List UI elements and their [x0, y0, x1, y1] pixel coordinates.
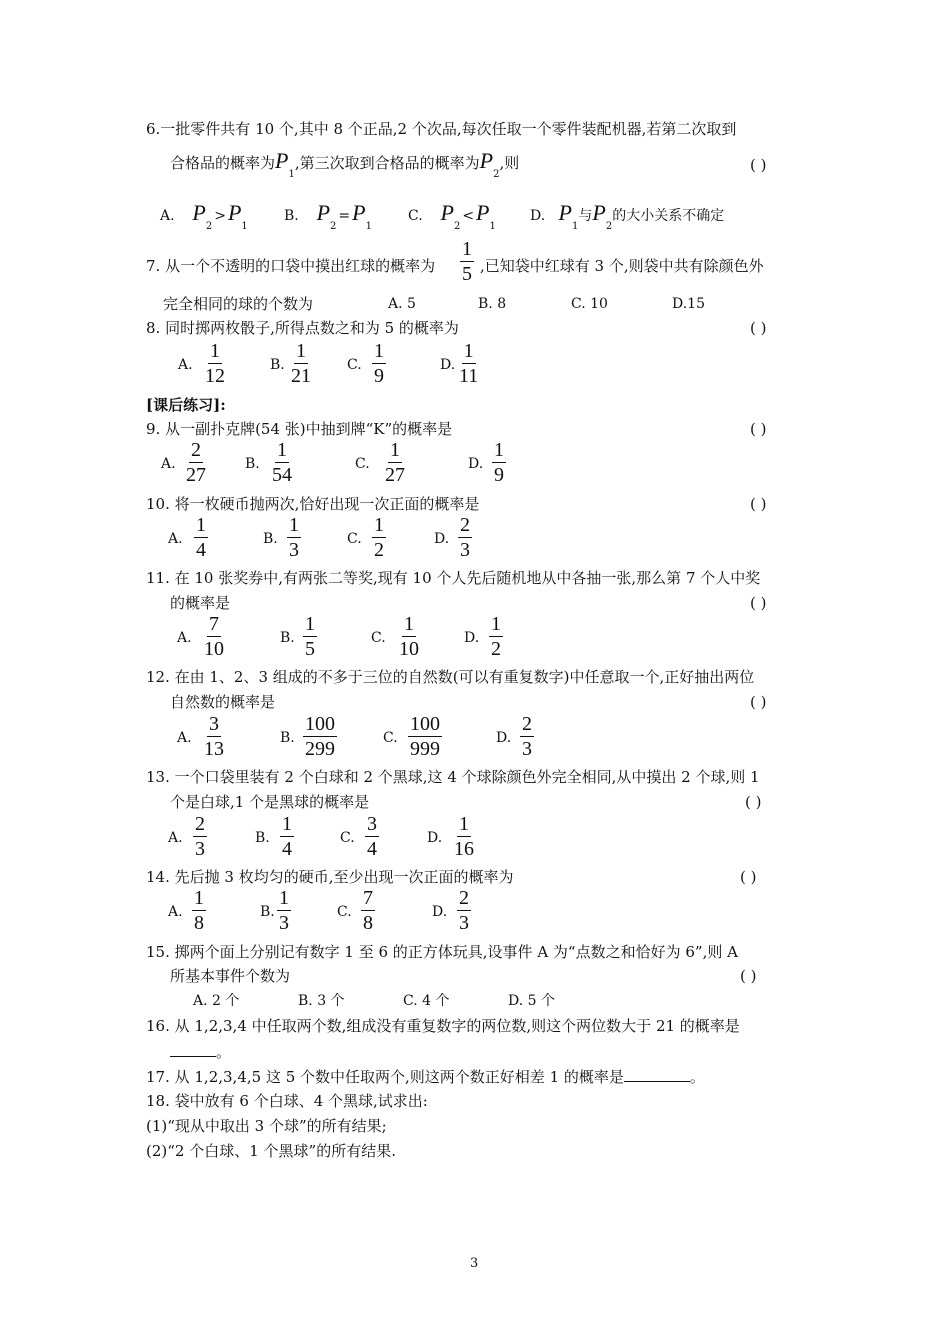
q18-stem: 18. 袋中放有 6 个白球、4 个黑球,试求出:	[146, 1092, 428, 1110]
q11-option-c-label[interactable]: C.	[371, 630, 386, 646]
section-heading: [课后练习]:	[146, 396, 226, 414]
q10-stem: 10. 将一枚硬币抛两次,恰好出现一次正面的概率是	[146, 495, 480, 513]
q10-option-c-label[interactable]: C.	[347, 531, 362, 547]
q9-option-c-fraction[interactable]: $\frac{1}{27}$	[385, 439, 405, 486]
q10-option-d-fraction[interactable]: $\frac{2}{3}$	[460, 514, 470, 561]
q10-option-d-label[interactable]: D.	[434, 531, 450, 547]
q15-option-a[interactable]: A. 2 个	[193, 993, 240, 1009]
q8-option-b-fraction[interactable]: $\frac{1}{21}$	[291, 340, 311, 387]
q6-option-d[interactable]: D. $P_1$与$P_2$的大小关系不确定	[530, 200, 725, 232]
q13-option-d-fraction[interactable]: $\frac{1}{16}$	[454, 813, 474, 860]
q16-stem-line1: 16. 从 1,2,3,4 中任取两个数,组成没有重复数字的两位数,则这个两位数大于 21 的概率是	[146, 1017, 740, 1035]
q9-stem: 9. 从一副扑克牌(54 张)中抽到牌“K”的概率是	[146, 420, 453, 438]
q13-answer-paren[interactable]: ( )	[745, 793, 762, 811]
q9-option-a-label[interactable]: A.	[161, 456, 176, 472]
page-number: 3	[470, 1256, 479, 1271]
q12-option-d-label[interactable]: D.	[496, 730, 512, 746]
q8-option-a-label[interactable]: A.	[178, 357, 193, 373]
q7-option-b[interactable]: B. 8	[478, 296, 507, 312]
q13-option-c-fraction[interactable]: $\frac{3}{4}$	[367, 813, 377, 860]
q11-option-a-label[interactable]: A.	[177, 630, 192, 646]
q6-option-b[interactable]: B. $P_2=P_1$	[284, 200, 372, 232]
q13-stem-line1: 13. 一个口袋里装有 2 个白球和 2 个黑球,这 4 个球除颜色外完全相同,从中摸出 2 个球,则 1	[146, 768, 760, 786]
q16-answer-blank[interactable]	[170, 1042, 216, 1057]
q17-stem: 17. 从 1,2,3,4,5 这 5 个数中任取两个,则这两个数正好相差 1 的概率是 。	[146, 1068, 705, 1086]
q16-stem-line2: 。	[170, 1042, 231, 1061]
q12-option-a-fraction[interactable]: $\frac{3}{13}$	[204, 713, 224, 760]
q7-stem-line2: 完全相同的球的个数为	[163, 295, 314, 313]
q12-stem-line1: 12. 在由 1、2、3 组成的不多于三位的自然数(可以有重复数字)中任意取一个,正好抽出两位	[146, 668, 755, 686]
q8-option-d-label[interactable]: D.	[440, 357, 456, 373]
q6-stem-line1: 6.一批零件共有 10 个,其中 8 个正品,2 个次品,每次任取一个零件装配机器,若第二次取到	[146, 120, 737, 138]
q8-option-b-label[interactable]: B.	[270, 357, 285, 373]
q18-part2: (2)“2 个白球、1 个黑球”的所有结果.	[146, 1142, 396, 1160]
q8-option-a-fraction[interactable]: $\frac{1}{12}$	[205, 340, 225, 387]
q8-stem: 8. 同时掷两枚骰子,所得点数之和为 5 的概率为	[146, 319, 459, 337]
q10-option-b-label[interactable]: B.	[263, 531, 278, 547]
q13-option-a-label[interactable]: A.	[168, 830, 183, 846]
q12-option-b-fraction[interactable]: $\frac{100}{299}$	[305, 713, 335, 760]
q6-option-a[interactable]: A. $P_2>P_1$	[160, 200, 248, 232]
q7-option-a[interactable]: A. 5	[388, 296, 416, 312]
q14-option-a-label[interactable]: A.	[168, 904, 183, 920]
q10-option-b-fraction[interactable]: $\frac{1}{3}$	[289, 514, 299, 561]
q9-option-b-fraction[interactable]: $\frac{1}{54}$	[272, 439, 292, 486]
q13-option-c-label[interactable]: C.	[340, 830, 355, 846]
q11-stem-line1: 11. 在 10 张奖券中,有两张二等奖,现有 10 个人先后随机地从中各抽一张,那么第 7 个人中奖	[146, 569, 761, 587]
q14-option-d-fraction[interactable]: $\frac{2}{3}$	[459, 887, 469, 934]
q11-option-b-label[interactable]: B.	[280, 630, 295, 646]
q11-option-d-fraction[interactable]: $\frac{1}{2}$	[491, 613, 501, 660]
q13-stem-line2: 个是白球,1 个是黑球的概率是	[170, 793, 370, 811]
q15-option-d[interactable]: D. 5 个	[508, 993, 555, 1009]
q11-option-b-fraction[interactable]: $\frac{1}{5}$	[305, 613, 315, 660]
q9-answer-paren[interactable]: ( )	[750, 420, 767, 438]
q7-option-c[interactable]: C. 10	[571, 296, 608, 312]
q10-option-a-fraction[interactable]: $\frac{1}{4}$	[196, 514, 206, 561]
q10-option-c-fraction[interactable]: $\frac{1}{2}$	[374, 514, 384, 561]
q14-option-b-fraction[interactable]: $\frac{1}{3}$	[279, 887, 289, 934]
q9-option-d-fraction[interactable]: $\frac{1}{9}$	[494, 439, 504, 486]
q11-answer-paren[interactable]: ( )	[750, 594, 767, 612]
q8-option-c-fraction[interactable]: $\frac{1}{9}$	[374, 340, 384, 387]
q14-option-a-fraction[interactable]: $\frac{1}{8}$	[194, 887, 204, 934]
q9-option-d-label[interactable]: D.	[468, 456, 484, 472]
q7-fraction: $\frac{1}{5}$	[462, 238, 472, 285]
q11-option-a-fraction[interactable]: $\frac{7}{10}$	[204, 613, 224, 660]
q10-answer-paren[interactable]: ( )	[750, 495, 767, 513]
q12-option-c-fraction[interactable]: $\frac{100}{999}$	[410, 713, 440, 760]
q7-stem-line1a: 7. 从一个不透明的口袋中摸出红球的概率为	[146, 257, 436, 275]
q9-option-a-fraction[interactable]: $\frac{2}{27}$	[186, 439, 206, 486]
q11-option-d-label[interactable]: D.	[464, 630, 480, 646]
q12-option-b-label[interactable]: B.	[280, 730, 295, 746]
q12-answer-paren[interactable]: ( )	[750, 693, 767, 711]
q10-option-a-label[interactable]: A.	[168, 531, 183, 547]
q9-option-b-label[interactable]: B.	[245, 456, 260, 472]
q13-option-b-fraction[interactable]: $\frac{1}{4}$	[282, 813, 292, 860]
q14-option-c-fraction[interactable]: $\frac{7}{8}$	[363, 887, 373, 934]
q18-part1: (1)“现从中取出 3 个球”的所有结果;	[146, 1117, 387, 1135]
q14-stem: 14. 先后抛 3 枚均匀的硬币,至少出现一次正面的概率为	[146, 868, 514, 886]
q12-option-d-fraction[interactable]: $\frac{2}{3}$	[522, 713, 532, 760]
q15-option-b[interactable]: B. 3 个	[298, 993, 345, 1009]
q9-option-c-label[interactable]: C.	[355, 456, 370, 472]
q13-option-b-label[interactable]: B.	[255, 830, 270, 846]
q13-option-a-fraction[interactable]: $\frac{2}{3}$	[195, 813, 205, 860]
q7-option-d[interactable]: D.15	[672, 296, 705, 312]
q15-stem-line1: 15. 掷两个面上分别记有数字 1 至 6 的正方体玩具,设事件 A 为“点数之和恰好为 6”,则 A	[146, 943, 738, 961]
q13-option-d-label[interactable]: D.	[427, 830, 443, 846]
q12-option-a-label[interactable]: A.	[177, 730, 192, 746]
q6-stem-line2: 合格品的概率为$P_1$,第三次取到合格品的概率为$P_2$,则	[170, 148, 520, 180]
q7-stem-line1b: ,已知袋中红球有 3 个,则袋中共有除颜色外	[480, 257, 764, 275]
q15-stem-line2: 所基本事件个数为	[170, 967, 291, 985]
q14-answer-paren[interactable]: ( )	[740, 868, 757, 886]
q12-stem-line2: 自然数的概率是	[170, 693, 276, 711]
q6-option-c[interactable]: C. $P_2<P_1$	[408, 200, 496, 232]
q11-stem-line2: 的概率是	[170, 594, 231, 612]
q15-option-c[interactable]: C. 4 个	[403, 993, 450, 1009]
q8-answer-paren[interactable]: ( )	[750, 319, 767, 337]
q11-option-c-fraction[interactable]: $\frac{1}{10}$	[399, 613, 419, 660]
q15-answer-paren[interactable]: ( )	[740, 967, 757, 985]
q14-option-c-label[interactable]: C.	[337, 904, 352, 920]
q6-answer-paren[interactable]: ( )	[750, 156, 767, 174]
q14-option-d-label[interactable]: D.	[432, 904, 448, 920]
q8-option-d-fraction[interactable]: $\frac{1}{11}$	[459, 340, 479, 387]
q8-option-c-label[interactable]: C.	[347, 357, 362, 373]
q12-option-c-label[interactable]: C.	[383, 730, 398, 746]
q14-option-b-label[interactable]: B.	[260, 904, 275, 920]
q17-answer-blank[interactable]	[624, 1067, 690, 1082]
